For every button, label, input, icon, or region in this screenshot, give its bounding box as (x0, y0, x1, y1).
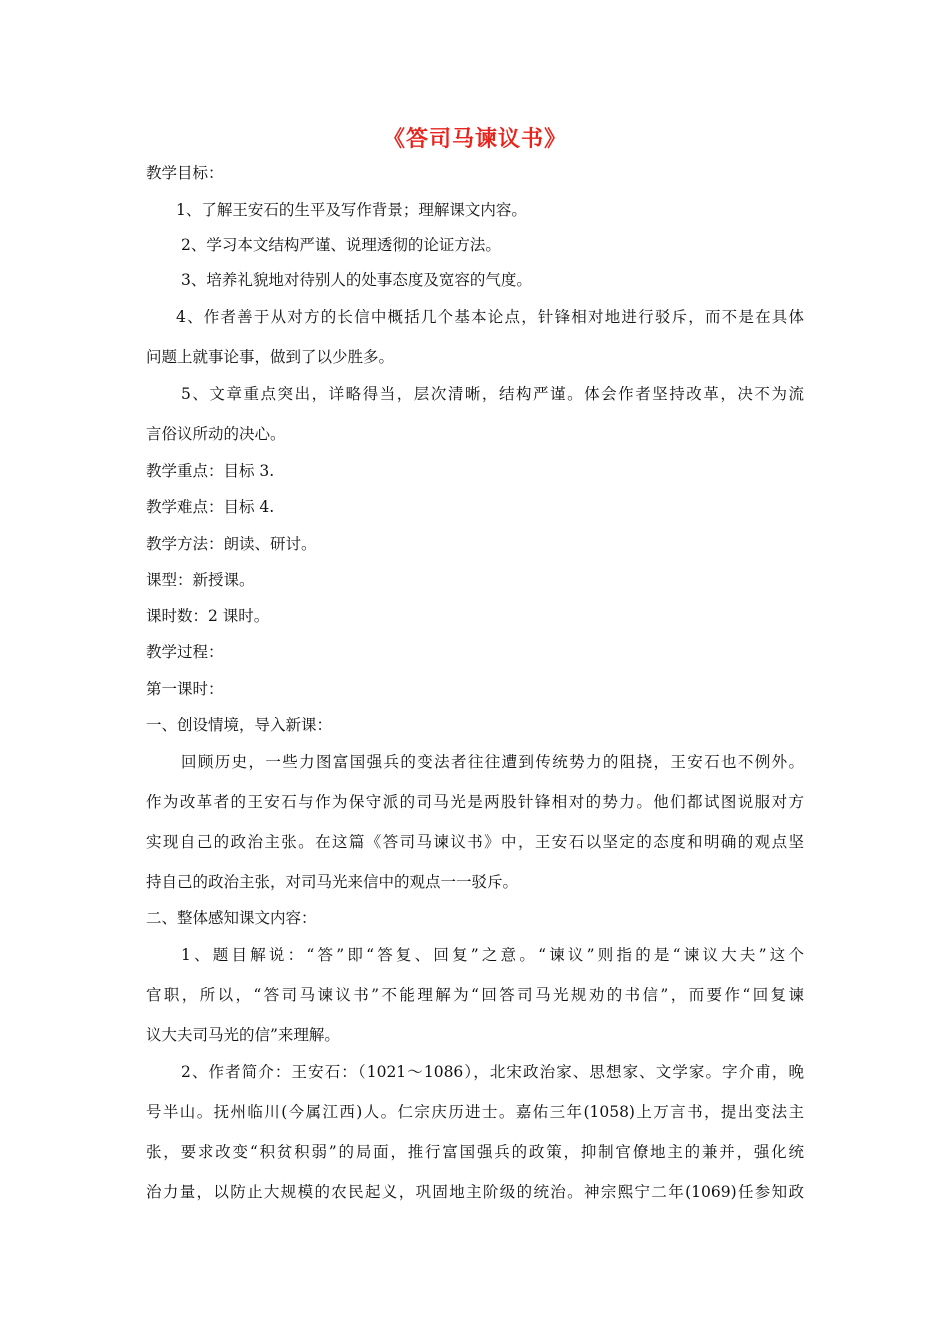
author-intro-line-2: 号半山。抚州临川(今属江西)人。仁宗庆历进士。嘉佑三年(1058)上万言书，提出变法主 (146, 1103, 804, 1121)
intro-paragraph-line-1: 回顾历史，一些力图富国强兵的变法者往往遭到传统势力的阻挠，王安石也不例外。 (181, 753, 804, 771)
lesson-hours: 课时数：2 课时。 (146, 607, 270, 625)
lesson-type: 课型：新授课。 (146, 571, 255, 589)
intro-paragraph-line-4: 持自己的政治主张，对司马光来信中的观点一一驳斥。 (146, 873, 519, 891)
document-title: 《答司马谏议书》 (382, 127, 567, 152)
section-heading-overview: 二、整体感知课文内容： (146, 909, 317, 927)
objective-5-line-1: 5、文章重点突出，详略得当，层次清晰，结构严谨。体会作者坚持改革，决不为流 (181, 385, 804, 403)
intro-paragraph-line-2: 作为改革者的王安石与作为保守派的司马光是两股针锋相对的势力。他们都试图说服对方 (146, 793, 804, 811)
teaching-focus: 教学重点：目标 3. (146, 462, 275, 480)
title-explanation-line-1: 1、题目解说：“答”即“答复、回复”之意。“谏议”则指的是“谏议大夫”这个 (181, 946, 804, 964)
section-heading-intro: 一、创设情境，导入新课： (146, 716, 333, 734)
title-explanation-line-2: 官职，所以，“答司马谏议书”不能理解为“回答司马光规劝的书信”，而要作“回复谏 (146, 986, 804, 1004)
objective-2: 2、学习本文结构严谨、说理透彻的论证方法。 (181, 236, 501, 254)
section-heading-objectives: 教学目标： (146, 164, 224, 182)
title-explanation-line-3: 议大夫司马光的信”来理解。 (146, 1026, 340, 1044)
author-intro-line-1: 2、作者简介：王安石：（1021～1086），北宋政治家、思想家、文学家。字介甫，晚 (181, 1063, 804, 1081)
objective-4-line-1: 4、作者善于从对方的长信中概括几个基本论点，针锋相对地进行驳斥，而不是在具体 (176, 308, 804, 326)
intro-paragraph-line-3: 实现自己的政治主张。在这篇《答司马谏议书》中，王安石以坚定的态度和明确的观点坚 (146, 833, 804, 851)
objective-3: 3、培养礼貌地对待别人的处事态度及宽容的气度。 (181, 271, 532, 289)
teaching-difficulty: 教学难点：目标 4. (146, 498, 275, 516)
objective-4-line-2: 问题上就事论事，做到了以少胜多。 (146, 348, 395, 366)
section-heading-process: 教学过程： (146, 643, 224, 661)
author-intro-line-4: 治力量，以防止大规模的农民起义，巩固地主阶级的统治。神宗熙宁二年(1069)任参知政 (146, 1183, 804, 1201)
author-intro-line-3: 张，要求改变“积贫积弱”的局面，推行富国强兵的政策，抑制官僚地主的兼并，强化统 (146, 1143, 804, 1161)
objective-1: 1、了解王安石的生平及写作背景；理解课文内容。 (176, 201, 527, 219)
objective-5-line-2: 言俗议所动的决心。 (146, 425, 286, 443)
section-heading-first-lesson: 第一课时： (146, 680, 224, 698)
teaching-method: 教学方法：朗读、研讨。 (146, 535, 317, 553)
